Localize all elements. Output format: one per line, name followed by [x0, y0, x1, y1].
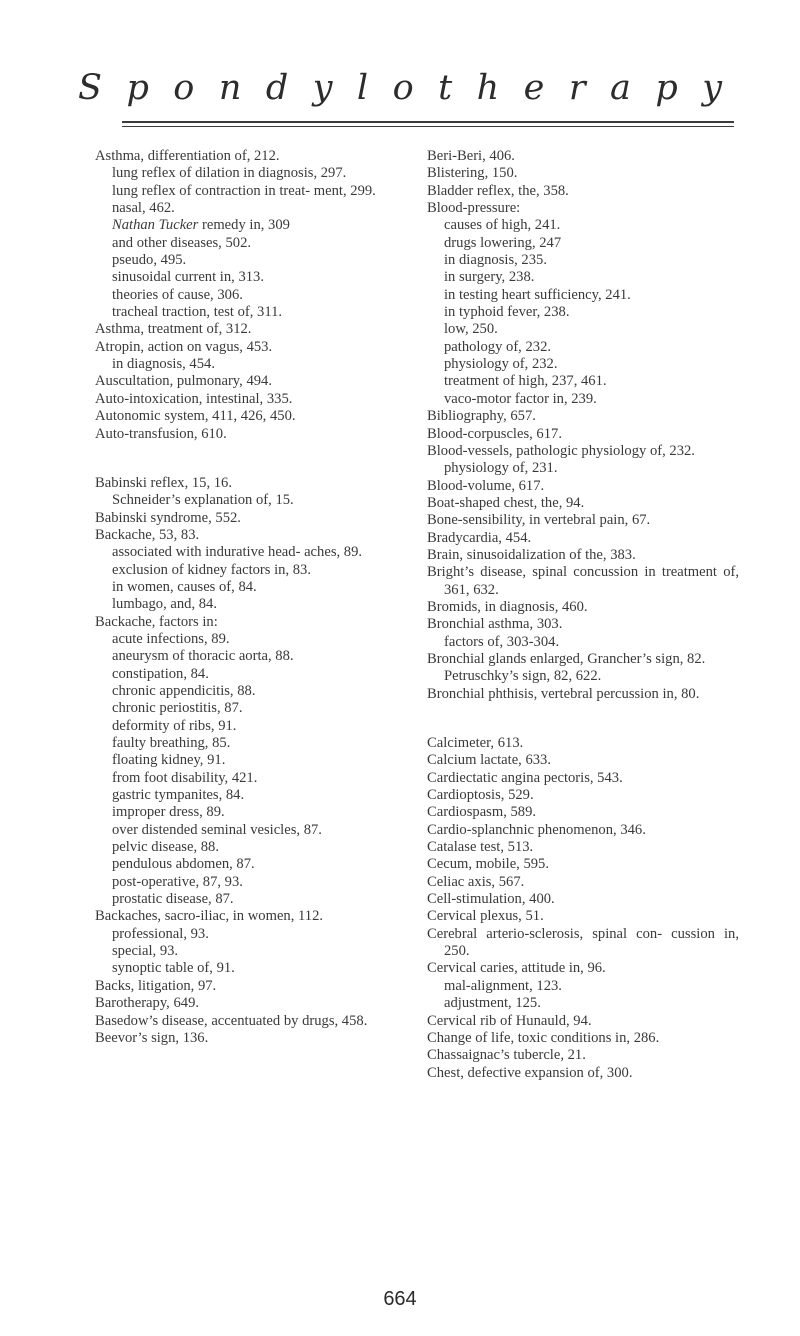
index-entry: Cardioptosis, 529.	[427, 787, 534, 804]
index-entry: Blood-pressure:	[427, 200, 521, 217]
index-subentry: Petruschky’s sign, 82, 622.	[444, 668, 602, 685]
index-subentry: chronic periostitis, 87.	[112, 700, 243, 717]
index-entry: Barotherapy, 649.	[95, 995, 200, 1012]
index-entry: Bromids, in diagnosis, 460.	[427, 598, 588, 615]
index-subentry: tracheal traction, test of, 311.	[112, 304, 283, 321]
index-entry: Bright’s disease, spinal concussion in treatment of, 361, 632.	[427, 564, 739, 598]
index-subentry: physiology of, 231.	[444, 460, 558, 477]
index-entry: Blood-corpuscles, 617.	[427, 425, 562, 442]
header-letter: l	[356, 68, 369, 108]
index-entry: Backaches, sacro-iliac, in women, 112.	[95, 908, 324, 925]
index-subentry: factors of, 303-304.	[444, 633, 560, 650]
index-entry: Bibliography, 657.	[427, 408, 536, 425]
index-entry: Bronchial phthisis, vertebral percussion in, 80.	[427, 685, 700, 702]
index-entry: Celiac axis, 567.	[427, 873, 525, 890]
index-subentry: lumbago, and, 84.	[112, 596, 217, 613]
index-entry: Atropin, action on vagus, 453.	[95, 338, 273, 355]
index-entry: Babinski reflex, 15, 16.	[95, 474, 232, 491]
index-entry: Cecum, mobile, 595.	[427, 856, 550, 873]
index-subentry: physiology of, 232.	[444, 356, 558, 373]
index-entry: Catalase test, 513.	[427, 839, 534, 856]
index-subentry: from foot disability, 421.	[112, 769, 258, 786]
header-letter: p	[126, 68, 149, 108]
index-entry: Bone-sensibility, in vertebral pain, 67.	[427, 512, 651, 529]
header-letter: d	[265, 68, 289, 108]
index-subentry: sinusoidal current in, 313.	[112, 269, 264, 286]
header-letter: a	[610, 68, 631, 108]
header-letter: S	[78, 68, 102, 108]
index-entry: Chest, defective expansion of, 300.	[427, 1064, 633, 1081]
index-entry: Cardio-splanchnic phenomenon, 346.	[427, 821, 646, 838]
index-entry: Basedow’s disease, accentuated by drugs, 458.	[95, 1012, 368, 1029]
index-entry: Backache, factors in:	[95, 613, 218, 630]
index-entry: Chassaignac’s tubercle, 21.	[427, 1047, 586, 1064]
header-letter: r	[568, 68, 586, 108]
index-entry: Beevor’s sign, 136.	[95, 1029, 209, 1046]
index-entry: Cardiectatic angina pectoris, 543.	[427, 769, 623, 786]
index-entry: Bronchial asthma, 303.	[427, 616, 563, 633]
header-rule-thick	[122, 121, 734, 123]
index-entry: Bladder reflex, the, 358.	[427, 182, 569, 199]
page-number: 664	[383, 1288, 417, 1310]
index-entry: Backache, 53, 83.	[95, 526, 200, 543]
index-entry: Babinski syndrome, 552.	[95, 509, 241, 526]
index-subentry: treatment of high, 237, 461.	[444, 373, 607, 390]
index-entry: Calcium lactate, 633.	[427, 752, 552, 769]
index-entry: Auto-transfusion, 610.	[95, 425, 227, 442]
index-subentry: pendulous abdomen, 87.	[112, 856, 255, 873]
index-subentry: special, 93.	[112, 943, 179, 960]
index-entry: Asthma, treatment of, 312.	[95, 321, 252, 338]
index-subentry: nasal, 462.	[112, 200, 175, 217]
index-subentry: in surgery, 238.	[444, 269, 535, 286]
index-entry: Auscultation, pulmonary, 494.	[95, 373, 272, 390]
index-subentry	[95, 217, 407, 234]
index-subentry: lung reflex of contraction in treat- ment, 299.	[112, 182, 376, 199]
index-subentry: and other diseases, 502.	[112, 234, 252, 251]
index-subentry: post-operative, 87, 93.	[112, 873, 243, 890]
entry-italic-name: Nathan Tucker	[112, 217, 199, 234]
index-entry: Change of life, toxic conditions in, 286.	[427, 1029, 660, 1046]
index-subentry: gastric tympanites, 84.	[112, 787, 245, 804]
index-entry: Autonomic system, 411, 426, 450.	[95, 408, 296, 425]
index-subentry: causes of high, 241.	[444, 217, 561, 234]
header-letter: o	[392, 68, 414, 108]
index-subentry: deformity of ribs, 91.	[112, 717, 237, 734]
index-subentry: over distended seminal vesicles, 87.	[112, 821, 322, 838]
index-entry: Cerebral arterio-sclerosis, spinal con- cussion in, 250.	[427, 925, 739, 960]
index-subentry: exclusion of kidney factors in, 83.	[112, 561, 311, 578]
index-subentry: floating kidney, 91.	[112, 752, 226, 769]
index-subentry: theories of cause, 306.	[112, 286, 243, 303]
index-subentry: drugs lowering, 247	[444, 234, 562, 251]
index-subentry: mal-alignment, 123.	[444, 977, 562, 994]
index-column-right	[427, 148, 739, 1082]
index-entry: Calcimeter, 613.	[427, 735, 524, 751]
header-letter: p	[655, 68, 678, 108]
index-subentry: professional, 93.	[112, 925, 209, 942]
index-subentry: adjustment, 125.	[444, 995, 541, 1012]
index-subentry: constipation, 84.	[112, 665, 209, 682]
index-subentry: aneurysm of thoracic aorta, 88.	[112, 648, 294, 665]
index-entry: Cardiospasm, 589.	[427, 804, 537, 821]
index-entry: Cervical rib of Hunauld, 94.	[427, 1012, 592, 1029]
index-subentry: improper dress, 89.	[112, 804, 225, 821]
index-subentry: pelvic disease, 88.	[112, 839, 219, 856]
header-letter: y	[702, 68, 722, 108]
index-entry: Cervical plexus, 51.	[427, 908, 544, 925]
header-letter: e	[523, 68, 545, 108]
index-subentry: in diagnosis, 454.	[112, 356, 215, 373]
index-entry: Blood-volume, 617.	[427, 477, 545, 494]
header-letter: n	[218, 68, 242, 108]
index-entry: Blood-vessels, pathologic physiology of, 232.	[427, 442, 695, 459]
index-subentry: Schneider’s explanation of, 15.	[112, 492, 294, 509]
index-subentry: in testing heart sufficiency, 241.	[444, 286, 631, 303]
index-subentry: chronic appendicitis, 88.	[112, 682, 256, 699]
header-letter: o	[173, 68, 195, 108]
header-letter: y	[312, 68, 333, 108]
header-rule-thin	[122, 126, 734, 127]
index-subentry: faulty breathing, 85.	[112, 735, 231, 751]
index-subentry: vaco-motor factor in, 239.	[444, 390, 597, 407]
index-subentry: synoptic table of, 91.	[112, 960, 235, 977]
index-entry: Cell-stimulation, 400.	[427, 891, 555, 908]
index-entry: Cervical caries, attitude in, 96.	[427, 960, 606, 977]
index-subentry: in typhoid fever, 238.	[444, 304, 570, 321]
index-entry: Auto-intoxication, intestinal, 335.	[95, 390, 293, 407]
index-subentry: pathology of, 232.	[444, 338, 552, 355]
index-entry: Blistering, 150.	[427, 165, 518, 182]
index-subentry: acute infections, 89.	[112, 630, 230, 647]
index-entry: Bradycardia, 454.	[427, 529, 532, 546]
index-entry: Asthma, differentiation of, 212.	[95, 148, 280, 164]
index-subentry: low, 250.	[444, 321, 498, 338]
index-subentry: prostatic disease, 87.	[112, 891, 234, 908]
index-subentry: in women, causes of, 84.	[112, 578, 257, 595]
index-entry: Boat-shaped chest, the, 94.	[427, 494, 585, 511]
header-letter: h	[476, 68, 500, 108]
header-letter: t	[438, 68, 453, 108]
running-header	[78, 68, 722, 116]
index-subentry: pseudo, 495.	[112, 252, 187, 269]
index-subentry: lung reflex of dilation in diagnosis, 297.	[112, 165, 347, 182]
index-entry: Bronchial glands enlarged, Grancher’s sign, 82.	[427, 650, 706, 667]
index-subentry: associated with indurative head- aches, 89.	[112, 544, 363, 561]
index-entry: Beri-Beri, 406.	[427, 148, 515, 164]
index-column-left	[95, 148, 407, 1047]
entry-text: remedy in, 309	[198, 217, 290, 234]
index-subentry: in diagnosis, 235.	[444, 252, 547, 269]
index-entry: Backs, litigation, 97.	[95, 977, 217, 994]
index-entry: Brain, sinusoidalization of the, 383.	[427, 546, 636, 563]
